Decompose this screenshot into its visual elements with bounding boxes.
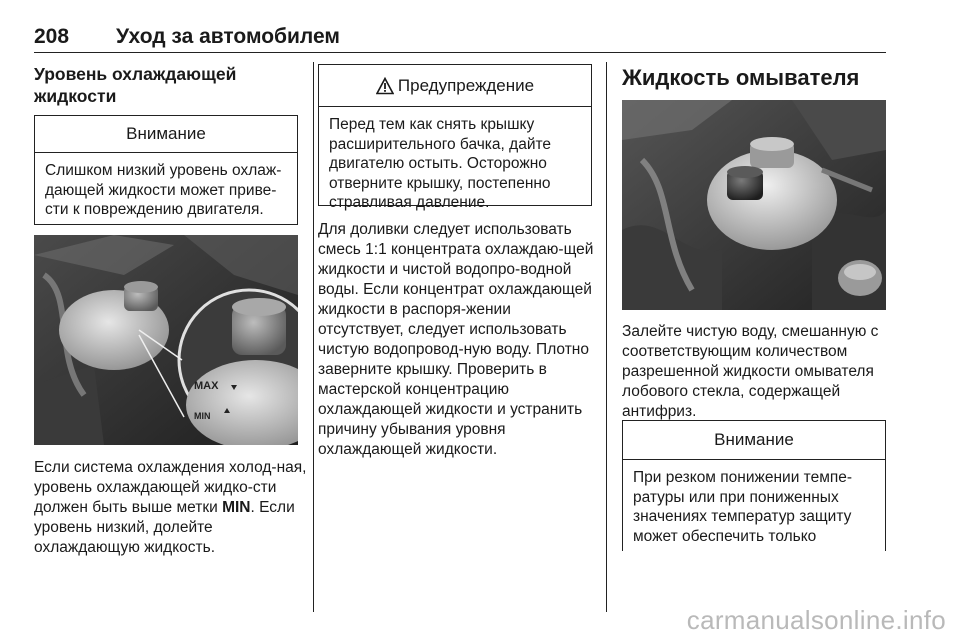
warning-text: Перед тем как снять крышку расширительного бачка, дайте двигателю остыть. Осторожно отверните крышку, постепенно стравливая давление. <box>329 116 552 211</box>
max-mark-label: MAX <box>194 380 219 392</box>
coolant-section-title: Уровень охлаждающей жидкости <box>34 64 237 106</box>
coolant-instruction-text <box>34 458 309 558</box>
chapter-title: Уход за автомобилем <box>116 25 340 48</box>
attention-heading: Внимание <box>35 116 297 153</box>
warning-heading: Предупреждение <box>397 76 535 95</box>
washer-instruction-text: Залейте чистую воду, смешанную с соответствующим количеством разрешенной жидкости омывателя лобового стекла, содержащей антифриз. <box>622 323 879 420</box>
coolant-text-part1: Если система охлаждения холод-ная, уровень охлаждающей жидко-сти должен быть выше метки <box>34 459 307 516</box>
washer-reservoir-photo <box>622 100 886 310</box>
page-number: 208 <box>34 25 70 48</box>
warning-heading-row <box>319 65 591 107</box>
page-header <box>34 22 886 53</box>
warning-box <box>318 64 592 211</box>
attention-text: Слишком низкий уровень охлаж-дающей жидкости может приве-сти к повреждению двигателя. <box>45 162 282 218</box>
column-divider-right <box>606 62 607 612</box>
coolant-reservoir-photo <box>34 235 298 445</box>
min-mark-label: MIN <box>194 411 211 421</box>
column-divider-left <box>313 62 314 612</box>
coolant-dilution-text: Для доливки следует использовать смесь 1:1 концентрата охлаждаю-щей жидкости и чистой водопро-водной воды. Если концентрат охлаждающей жидкости в распоря-жении отсутствует, следует использовать чистую водопровод-ную воду. Плотно заверните крышку. Проверить в мастерской концентрацию охлаждающей жидкости и устранить причину убывания уровня охлаждающей жидкости. <box>318 221 594 458</box>
coolant-attention-box <box>34 115 298 225</box>
attention-text: При резком понижении темпе-ратуры или при пониженных значениях температур защиту может обеспечить только <box>633 469 853 545</box>
attention-heading: Внимание <box>623 421 885 460</box>
washer-section-title: Жидкость омывателя <box>622 65 860 90</box>
min-mark-inline: MIN <box>222 499 251 516</box>
warning-triangle-icon <box>376 77 394 95</box>
coolant-text-part2: . Если уровень низкий, долейте охлаждающую жидкость. <box>34 499 295 556</box>
washer-attention-box <box>622 420 886 551</box>
watermark-text: carmanualsonline.info <box>686 605 946 635</box>
